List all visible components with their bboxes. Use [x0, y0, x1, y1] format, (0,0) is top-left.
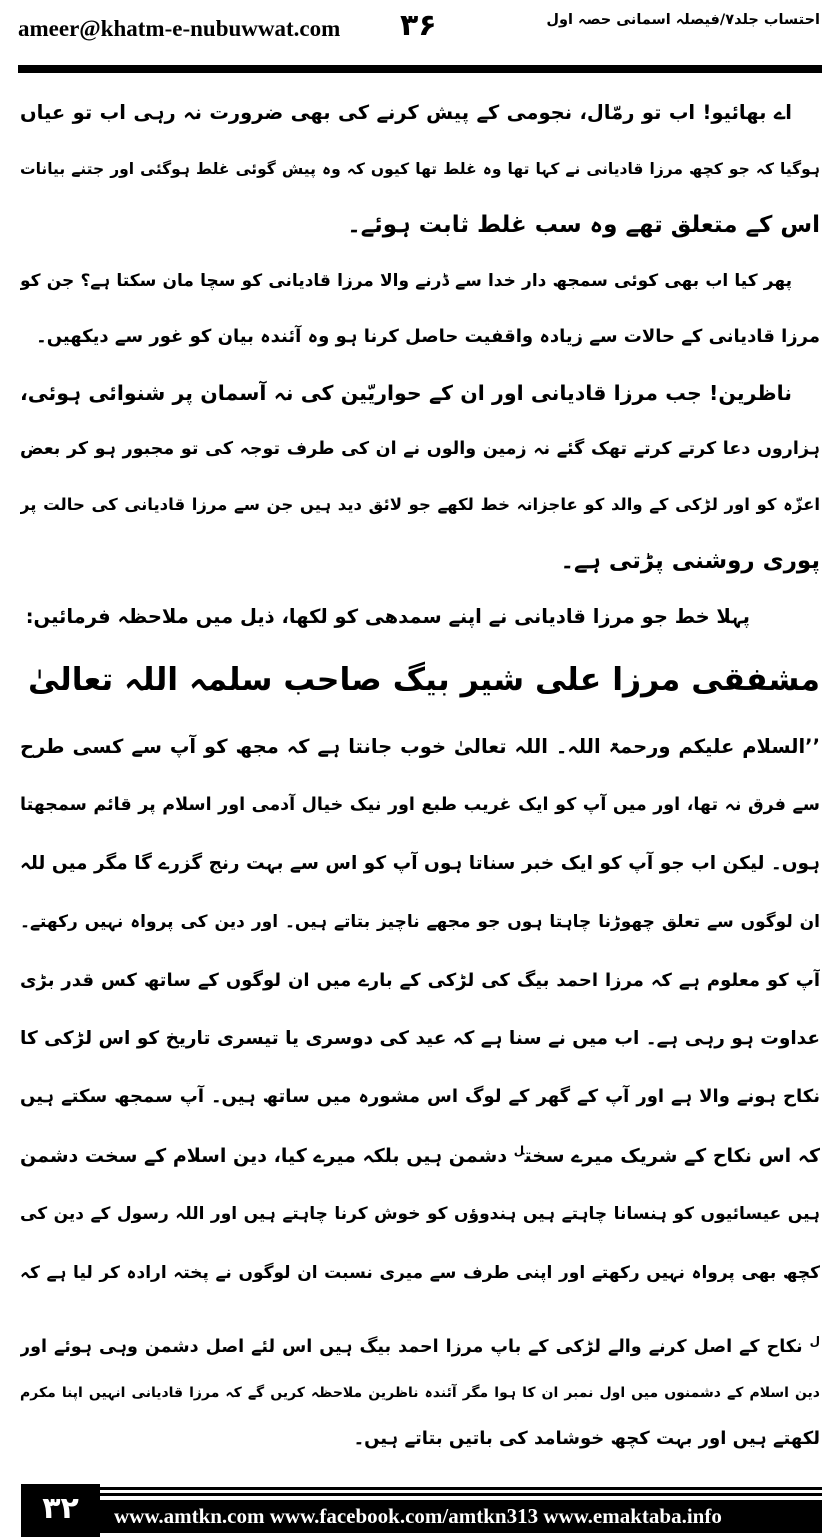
- text-line: پوری روشنی پڑتی ہے۔: [560, 548, 820, 574]
- footer-links: www.amtkn.com www.facebook.com/amtkn313 www.emaktaba.info: [100, 1500, 822, 1533]
- text-line: سے فرق نہ تھا، اور میں آپ کو ایک غریب طبع اور نیک خیال آدمی اور اسلام پر قائم سمجھتا: [20, 795, 820, 816]
- text-line: ہزاروں دعا کرتے کرتے تھک گئے نہ زمین والوں نے ان کی طرف توجہ کی تو مجبور ہو کر بعض: [20, 439, 820, 459]
- text-line: اعزّہ کو اور لڑکی کے والد کو عاجزانہ خط لکھے جو لائق دید ہیں جن سے مرزا قادیانی کی حالت پر: [20, 495, 820, 514]
- footer-rule: [100, 1493, 822, 1496]
- header-book-title: احتساب جلد۷/فیصلہ آسمانی حصہ اول: [546, 12, 820, 28]
- text-line: ہوگیا کہ جو کچھ مرزا قادیانی نے کہا تھا وہ غلط تھا کیوں کہ وہ پیش گوئی غلط ہوگئی اور جتنے بیانات: [20, 160, 820, 178]
- letter-heading: مشفقی مرزا علی شیر بیگ صاحب سلمہ اللہ تعالیٰ: [28, 662, 820, 698]
- footer-rule: [100, 1487, 822, 1490]
- footnote-line: لکھتے ہیں اور بہت کچھ خوشامد کی باتیں بتاتے ہیں۔: [353, 1428, 820, 1449]
- text-line: آپ کو معلوم ہے کہ مرزا احمد بیگ کی لڑکی کے بارے میں ان لوگوں کے ساتھ کس قدر بڑی: [20, 969, 820, 991]
- text-line: [20, 1127, 820, 1185]
- text-segment: کہ اس نکاح کے شریک میرے سخت: [524, 1144, 820, 1167]
- text-line: پہلا خط جو مرزا قادیانی نے اپنے سمدھی کو لکھا، ذیل میں ملاحظہ فرمائیں:: [25, 605, 750, 628]
- text-line: اے بھائیو! اب تو رمّال، نجومی کے پیش کرنے کی بھی ضرورت نہ رہی اب تو عیاں: [20, 101, 792, 124]
- letter-body: [20, 718, 820, 1302]
- text-line: مرزا قادیانی کے حالات سے زیادہ واقفیت حاصل کرنا ہو وہ آئندہ بیان کو غور سے دیکھیں۔: [36, 326, 820, 347]
- text-line: کچھ بھی پرواہ نہیں رکھتے اور اپنی طرف سے میری نسبت ان لوگوں نے پختہ ارادہ کر لیا ہے کہ: [20, 1262, 820, 1283]
- footnotes: [20, 1324, 820, 1462]
- text-line: نکاح ہونے والا ہے اور آپ کے گھر کے لوگ اس مشورہ میں ساتھ ہیں۔ آپ سمجھ سکتے ہیں: [20, 1086, 820, 1108]
- text-line: ’’السلام علیکم ورحمۃ اللہ۔ اللہ تعالیٰ خوب جانتا ہے کہ مجھ کو آپ سے کسی طرح: [20, 735, 820, 758]
- header-email: ameer@khatm-e-nubuwwat.com: [18, 16, 341, 41]
- text-line: اس کے متعلق تھے وہ سب غلط ثابت ہوئے۔: [347, 212, 820, 238]
- footnote-line: دین اسلام کے دشمنوں میں اول نمبر ان کا ہوا مگر آئندہ ناظرین ملاحظہ کریں گے کہ مرزا قادیانی انہیں اپنا مکرم: [20, 1385, 820, 1401]
- text-line: ہیں عیسائیوں کو ہنسانا چاہتے ہیں ہندوؤں کو خوش کرنا چاہتے ہیں اور اللہ رسول کے دین کی: [20, 1204, 820, 1225]
- text-line: ان لوگوں سے تعلق چھوڑنا چاہتا ہوں جو مجھے ناچیز بتاتے ہیں۔ اور دین کی پرواہ نہیں رکھتے۔: [20, 912, 820, 933]
- footnote-reference: ل: [513, 1143, 525, 1158]
- text-segment: نکاح کے اصل کرنے والے لڑکی کے باپ مرزا احمد بیگ ہیں اس لئے اصل دشمن وہی ہوئے اور: [20, 1337, 803, 1357]
- text-line: ناظرین! جب مرزا قادیانی اور ان کے حواریّین کی نہ آسمان پر شنوائی ہوئی،: [20, 381, 792, 405]
- text-line: عداوت ہو رہی ہے۔ اب میں نے سنا ہے کہ عید کی دوسری یا تیسری تاریخ کو اس لڑکی کا: [20, 1028, 820, 1050]
- header-rule: [18, 65, 822, 73]
- intro-paragraphs: [20, 85, 820, 645]
- footnote-marker: ل: [809, 1334, 820, 1349]
- footnote-line: [20, 1324, 820, 1370]
- text-line: ہوں۔ لیکن اب جو آپ کو ایک خبر سناتا ہوں آپ کو اس سے بہت رنج گزرے گا مگر میں للہ: [20, 852, 820, 874]
- header-page-number: ۳۶: [400, 8, 437, 43]
- text-segment: دشمن ہیں بلکہ میرے کیا، دین اسلام کے سخت دشمن: [20, 1144, 508, 1167]
- text-line: پھر کیا اب بھی کوئی سمجھ دار خدا سے ڈرنے والا مرزا قادیانی کو سچا مان سکتا ہے؟ جن کو: [20, 271, 792, 291]
- footer-page-number: ۳۲: [21, 1484, 100, 1537]
